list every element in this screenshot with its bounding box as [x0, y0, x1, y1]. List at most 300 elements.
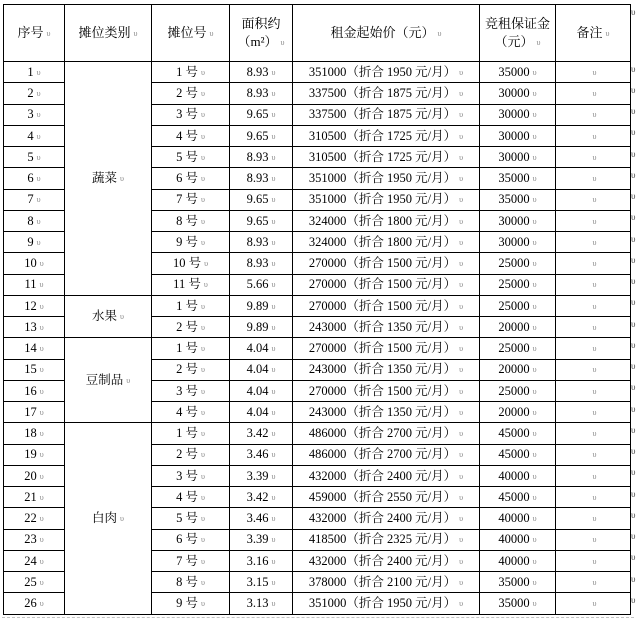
end-of-cell-mark: υ — [200, 322, 205, 332]
end-of-cell-mark: υ — [204, 259, 209, 269]
table-row — [4, 423, 631, 444]
cell-stall-no-text: 11 号 — [173, 277, 201, 292]
end-of-row-mark: υ — [631, 212, 636, 223]
cell-area-text: 9.65 — [246, 192, 269, 207]
cell-deposit — [480, 487, 556, 508]
cell-stall-no-text: 3 号 — [176, 468, 198, 483]
cell-serial-no — [4, 274, 65, 295]
table-row — [4, 62, 631, 83]
end-of-cell-mark: υ — [592, 556, 597, 566]
end-of-row-mark: υ — [631, 446, 636, 456]
cell-deposit — [480, 210, 556, 231]
cell-stall-no-text: 9 号 — [176, 596, 198, 611]
cell-area-text: 9.89 — [246, 319, 269, 334]
cell-stall-no — [152, 317, 230, 338]
col-header-deposit — [480, 5, 556, 62]
end-of-cell-mark: υ — [532, 556, 537, 566]
cell-stall-no-text: 7 号 — [176, 192, 198, 207]
cell-serial-no-text: 7 — [27, 192, 34, 207]
cell-stall-no-text: 4 号 — [176, 404, 198, 419]
cell-deposit-text: 25000 — [498, 341, 530, 356]
cell-rent-text: 324000（折合 1800 元/月） — [308, 213, 457, 228]
cell-rent-text: 324000（折合 1800 元/月） — [308, 234, 457, 249]
end-of-cell-mark: υ — [459, 535, 464, 545]
end-of-cell-mark: υ — [36, 237, 41, 247]
cell-deposit-text: 25000 — [498, 298, 530, 313]
end-of-cell-mark: υ — [39, 301, 44, 311]
cell-deposit — [480, 232, 556, 253]
end-of-cell-mark: υ — [200, 556, 205, 566]
end-of-cell-mark: υ — [532, 535, 537, 545]
end-of-cell-mark: υ — [36, 152, 41, 162]
cell-rent — [293, 253, 480, 274]
cell-stall-no-text: 6 号 — [176, 171, 198, 186]
end-of-row-mark: υ — [631, 297, 636, 308]
cell-rent-text: 351000（折合 1950 元/月） — [308, 64, 457, 79]
cell-rent-text: 486000（折合 2700 元/月） — [308, 447, 457, 462]
cell-rent — [293, 550, 480, 571]
cell-category-text: 豆制品 — [85, 373, 124, 388]
cell-rent-text: 486000（折合 2700 元/月） — [308, 426, 457, 441]
cell-area — [230, 317, 293, 338]
end-of-cell-mark: υ — [459, 577, 464, 587]
cell-deposit-text: 25000 — [498, 277, 530, 292]
cell-serial-no — [4, 465, 65, 486]
end-of-cell-mark: υ — [271, 131, 276, 141]
cell-serial-no-text: 22 — [24, 511, 37, 526]
end-of-cell-mark: υ — [592, 450, 597, 460]
end-of-cell-mark: υ — [459, 259, 464, 269]
cell-area — [230, 508, 293, 529]
cell-deposit-text: 35000 — [498, 596, 530, 611]
end-of-row-mark: υ — [631, 573, 636, 584]
cell-rent-text: 378000（折合 2100 元/月） — [308, 574, 457, 589]
end-of-cell-mark: υ — [459, 386, 464, 396]
end-of-cell-mark: υ — [39, 556, 44, 566]
cell-serial-no-text: 25 — [24, 574, 37, 589]
cell-deposit-text: 35000 — [498, 192, 530, 207]
cell-area — [230, 210, 293, 231]
cell-remark — [556, 253, 631, 274]
cell-area — [230, 147, 293, 168]
cell-remark — [556, 274, 631, 295]
cell-area — [230, 274, 293, 295]
end-of-cell-mark: υ — [271, 599, 276, 609]
cell-serial-no-text: 18 — [24, 426, 37, 441]
end-of-cell-mark: υ — [459, 471, 464, 481]
cell-rent-text: 270000（折合 1500 元/月） — [308, 383, 457, 398]
end-of-cell-mark: υ — [532, 174, 537, 184]
cell-area — [230, 338, 293, 359]
cell-rent-text: 337500（折合 1875 元/月） — [308, 107, 457, 122]
cell-stall-no-text: 4 号 — [176, 489, 198, 504]
end-of-cell-mark: υ — [271, 535, 276, 545]
cell-serial-no-text: 4 — [27, 128, 34, 143]
cell-stall-no — [152, 423, 230, 444]
cell-deposit — [480, 295, 556, 316]
end-of-cell-mark: υ — [200, 174, 205, 184]
end-of-cell-mark: υ — [592, 131, 597, 141]
cell-remark — [556, 465, 631, 486]
end-of-cell-mark: υ — [437, 28, 442, 38]
end-of-cell-mark: υ — [536, 38, 541, 47]
end-of-cell-mark: υ — [200, 492, 205, 502]
end-of-cell-mark: υ — [592, 110, 597, 120]
cell-deposit-text: 35000 — [498, 64, 530, 79]
end-of-row-mark: υ — [631, 424, 636, 435]
cell-stall-no — [152, 125, 230, 146]
cell-serial-no-text: 15 — [24, 362, 37, 377]
cell-area — [230, 168, 293, 189]
page-boundary-line — [2, 617, 634, 618]
end-of-cell-mark: υ — [209, 28, 214, 38]
cell-area-text: 8.93 — [246, 234, 269, 249]
cell-rent — [293, 232, 480, 253]
cell-stall-no-text: 1 号 — [176, 298, 198, 313]
cell-rent — [293, 359, 480, 380]
cell-rent-text: 310500（折合 1725 元/月） — [308, 149, 457, 164]
cell-area — [230, 104, 293, 125]
cell-rent — [293, 62, 480, 83]
cell-area — [230, 83, 293, 104]
cell-area-text: 3.39 — [246, 532, 269, 547]
cell-area — [230, 402, 293, 423]
cell-stall-no — [152, 189, 230, 210]
end-of-cell-mark: υ — [592, 471, 597, 481]
end-of-row-mark: υ — [631, 509, 636, 520]
end-of-cell-mark: υ — [39, 429, 44, 439]
end-of-cell-mark: υ — [532, 577, 537, 587]
cell-stall-no — [152, 529, 230, 550]
end-of-cell-mark: υ — [271, 301, 276, 311]
end-of-cell-mark: υ — [271, 344, 276, 354]
cell-area-text: 3.13 — [246, 596, 269, 611]
cell-serial-no — [4, 529, 65, 550]
end-of-cell-mark: υ — [271, 514, 276, 524]
cell-stall-no-text: 10 号 — [172, 256, 202, 271]
cell-area-text: 3.16 — [246, 553, 269, 568]
cell-rent — [293, 274, 480, 295]
cell-serial-no — [4, 125, 65, 146]
end-of-cell-mark: υ — [532, 237, 537, 247]
end-of-cell-mark: υ — [532, 131, 537, 141]
cell-area-text: 3.39 — [246, 468, 269, 483]
end-of-cell-mark: υ — [200, 195, 205, 205]
end-of-cell-mark: υ — [592, 280, 597, 290]
end-of-cell-mark: υ — [459, 301, 464, 311]
end-of-cell-mark: υ — [532, 386, 537, 396]
cell-rent — [293, 508, 480, 529]
end-of-cell-mark: υ — [39, 577, 44, 587]
cell-area — [230, 62, 293, 83]
end-of-cell-mark: υ — [532, 152, 537, 162]
cell-deposit-text: 25000 — [498, 256, 530, 271]
end-of-cell-mark: υ — [39, 514, 44, 524]
cell-stall-no-text: 9 号 — [176, 234, 198, 249]
end-of-cell-mark: υ — [39, 492, 44, 502]
cell-remark — [556, 147, 631, 168]
table-row — [4, 338, 631, 359]
cell-area-text: 8.93 — [246, 256, 269, 271]
end-of-cell-mark: υ — [459, 195, 464, 205]
end-of-cell-mark: υ — [36, 216, 41, 226]
cell-rent-text: 432000（折合 2400 元/月） — [308, 511, 457, 526]
end-of-cell-mark: υ — [532, 67, 537, 77]
cell-serial-no — [4, 253, 65, 274]
cell-rent — [293, 338, 480, 359]
cell-stall-no — [152, 593, 230, 614]
end-of-cell-mark: υ — [605, 28, 610, 38]
cell-deposit-text: 20000 — [498, 319, 530, 334]
end-of-cell-mark: υ — [592, 152, 597, 162]
end-of-cell-mark: υ — [271, 365, 276, 375]
cell-serial-no-text: 11 — [24, 277, 37, 292]
cell-rent — [293, 465, 480, 486]
cell-stall-no — [152, 274, 230, 295]
cell-area-text: 9.89 — [246, 298, 269, 313]
end-of-cell-mark: υ — [459, 89, 464, 99]
cell-serial-no — [4, 444, 65, 465]
cell-area — [230, 444, 293, 465]
end-of-cell-mark: υ — [200, 152, 205, 162]
end-of-cell-mark: υ — [39, 599, 44, 609]
end-of-cell-mark: υ — [592, 322, 597, 332]
cell-rent-text: 243000（折合 1350 元/月） — [308, 362, 457, 377]
cell-remark — [556, 487, 631, 508]
col-header-deposit-line1: 竞租保证金 — [484, 16, 550, 32]
cell-serial-no — [4, 338, 65, 359]
end-of-cell-mark: υ — [271, 216, 276, 226]
end-of-row-mark: υ — [631, 127, 636, 138]
cell-serial-no — [4, 572, 65, 593]
end-of-cell-mark: υ — [39, 322, 44, 332]
cell-deposit-text: 45000 — [498, 489, 530, 504]
end-of-cell-mark: υ — [532, 450, 537, 460]
cell-area-text: 3.46 — [246, 511, 269, 526]
cell-remark — [556, 380, 631, 401]
cell-serial-no-text: 12 — [24, 298, 37, 313]
end-of-cell-mark: υ — [120, 514, 124, 524]
cell-remark — [556, 529, 631, 550]
table-body — [4, 62, 631, 615]
end-of-cell-mark: υ — [39, 471, 44, 481]
cell-deposit — [480, 338, 556, 359]
cell-rent — [293, 593, 480, 614]
end-of-cell-mark: υ — [592, 429, 597, 439]
cell-category — [65, 295, 152, 338]
cell-serial-no — [4, 550, 65, 571]
cell-area-text: 4.04 — [246, 404, 269, 419]
cell-category — [65, 423, 152, 614]
end-of-cell-mark: υ — [532, 89, 537, 99]
cell-rent — [293, 104, 480, 125]
cell-rent — [293, 317, 480, 338]
cell-area-text: 9.65 — [246, 213, 269, 228]
end-of-row-mark: υ — [631, 488, 636, 499]
cell-area — [230, 487, 293, 508]
cell-stall-no — [152, 295, 230, 316]
end-of-cell-mark: υ — [592, 301, 597, 311]
cell-deposit — [480, 423, 556, 444]
cell-deposit — [480, 465, 556, 486]
cell-remark — [556, 317, 631, 338]
cell-remark — [556, 338, 631, 359]
cell-area-text: 3.42 — [246, 426, 269, 441]
cell-area — [230, 380, 293, 401]
cell-area — [230, 125, 293, 146]
end-of-cell-mark: υ — [271, 322, 276, 332]
cell-stall-no-text: 2 号 — [176, 447, 198, 462]
end-of-cell-mark: υ — [459, 556, 464, 566]
cell-stall-no — [152, 550, 230, 571]
cell-stall-no — [152, 487, 230, 508]
end-of-cell-mark: υ — [39, 407, 44, 417]
cell-deposit-text: 30000 — [498, 149, 530, 164]
end-of-cell-mark: υ — [39, 386, 44, 396]
cell-serial-no-text: 21 — [24, 489, 37, 504]
cell-area-text: 9.65 — [246, 128, 269, 143]
end-of-cell-mark: υ — [200, 89, 205, 99]
cell-serial-no-text: 13 — [24, 319, 37, 334]
cell-deposit — [480, 253, 556, 274]
end-of-cell-mark: υ — [200, 599, 205, 609]
end-of-cell-mark: υ — [459, 365, 464, 375]
end-of-cell-mark: υ — [532, 344, 537, 354]
cell-serial-no — [4, 147, 65, 168]
end-of-cell-mark: υ — [200, 216, 205, 226]
col-header-serial-no-label: 序号 — [17, 24, 44, 40]
table-row — [4, 295, 631, 316]
cell-area-text: 4.04 — [246, 383, 269, 398]
cell-stall-no — [152, 253, 230, 274]
cell-rent-text: 351000（折合 1950 元/月） — [308, 171, 457, 186]
cell-stall-no-text: 2 号 — [176, 362, 198, 377]
end-of-cell-mark: υ — [280, 38, 285, 47]
cell-remark — [556, 62, 631, 83]
cell-rent-text: 270000（折合 1500 元/月） — [308, 298, 457, 313]
cell-serial-no-text: 19 — [24, 447, 37, 462]
cell-deposit — [480, 359, 556, 380]
cell-serial-no — [4, 189, 65, 210]
end-of-cell-mark: υ — [39, 344, 44, 354]
end-of-cell-mark: υ — [532, 514, 537, 524]
cell-area — [230, 253, 293, 274]
end-of-cell-mark: υ — [39, 280, 44, 290]
end-of-cell-mark: υ — [459, 450, 464, 460]
end-of-cell-mark: υ — [459, 322, 464, 332]
cell-remark — [556, 125, 631, 146]
cell-stall-no-text: 6 号 — [176, 532, 198, 547]
cell-area — [230, 465, 293, 486]
end-of-cell-mark: υ — [271, 407, 276, 417]
end-of-cell-mark: υ — [592, 407, 597, 417]
col-header-remark — [556, 5, 631, 62]
end-of-cell-mark: υ — [200, 386, 205, 396]
end-of-cell-mark: υ — [532, 110, 537, 120]
end-of-cell-mark: υ — [592, 195, 597, 205]
cell-serial-no-text: 5 — [27, 149, 34, 164]
end-of-cell-mark: υ — [200, 450, 205, 460]
end-of-cell-mark: υ — [592, 174, 597, 184]
end-of-row-mark: υ — [631, 106, 636, 116]
cell-rent-text: 351000（折合 1950 元/月） — [308, 596, 457, 611]
cell-rent-text: 432000（折合 2400 元/月） — [308, 553, 457, 568]
cell-serial-no-text: 9 — [27, 234, 34, 249]
cell-remark — [556, 295, 631, 316]
cell-area-text: 4.04 — [246, 341, 269, 356]
end-of-row-mark: υ — [631, 7, 636, 17]
cell-rent — [293, 402, 480, 423]
cell-remark — [556, 83, 631, 104]
end-of-cell-mark: υ — [36, 195, 41, 205]
end-of-cell-mark: υ — [532, 407, 537, 417]
end-of-cell-mark: υ — [271, 556, 276, 566]
end-of-cell-mark: υ — [39, 365, 44, 375]
cell-area — [230, 593, 293, 614]
cell-area — [230, 572, 293, 593]
cell-remark — [556, 168, 631, 189]
col-header-area — [230, 5, 293, 62]
cell-category-text: 蔬菜 — [92, 171, 118, 186]
cell-stall-no-text: 8 号 — [176, 213, 198, 228]
cell-rent-text: 270000（折合 1500 元/月） — [308, 277, 457, 292]
cell-stall-no-text: 5 号 — [176, 149, 198, 164]
end-of-row-mark: υ — [631, 467, 636, 478]
end-of-cell-mark: υ — [36, 67, 41, 77]
cell-deposit-text: 40000 — [498, 553, 530, 568]
end-of-cell-mark: υ — [126, 376, 131, 386]
end-of-cell-mark: υ — [36, 174, 41, 184]
cell-category — [65, 62, 152, 296]
cell-stall-no-text: 1 号 — [176, 341, 198, 356]
end-of-cell-mark: υ — [592, 492, 597, 502]
end-of-cell-mark: υ — [592, 344, 597, 354]
cell-rent — [293, 147, 480, 168]
end-of-row-mark: υ — [631, 276, 636, 286]
end-of-cell-mark: υ — [36, 131, 41, 141]
end-of-row-mark: υ — [631, 403, 636, 414]
cell-serial-no — [4, 232, 65, 253]
end-of-cell-mark: υ — [459, 407, 464, 417]
end-of-cell-mark: υ — [459, 110, 464, 120]
cell-rent — [293, 487, 480, 508]
cell-stall-no — [152, 210, 230, 231]
end-of-cell-mark: υ — [592, 89, 597, 99]
cell-deposit — [480, 168, 556, 189]
cell-area-text: 5.66 — [246, 277, 269, 292]
end-of-row-mark: υ — [631, 254, 636, 265]
col-header-serial-no — [4, 5, 65, 62]
cell-stall-no-text: 4 号 — [176, 128, 198, 143]
header-row — [4, 5, 631, 62]
end-of-cell-mark: υ — [459, 216, 464, 226]
cell-rent-text: 270000（折合 1500 元/月） — [308, 256, 457, 271]
end-of-cell-mark: υ — [271, 174, 276, 184]
end-of-row-mark: υ — [631, 361, 636, 371]
end-of-cell-mark: υ — [271, 152, 276, 162]
cell-rent — [293, 295, 480, 316]
end-of-cell-mark: υ — [271, 195, 276, 205]
end-of-cell-mark: υ — [271, 577, 276, 587]
end-of-cell-mark: υ — [200, 110, 205, 120]
cell-stall-no-text: 8 号 — [176, 574, 198, 589]
col-header-area-line1: 面积约 — [241, 16, 281, 32]
cell-serial-no-text: 24 — [24, 553, 37, 568]
cell-serial-no — [4, 210, 65, 231]
cell-rent — [293, 168, 480, 189]
end-of-cell-mark: υ — [459, 152, 464, 162]
cell-remark — [556, 359, 631, 380]
